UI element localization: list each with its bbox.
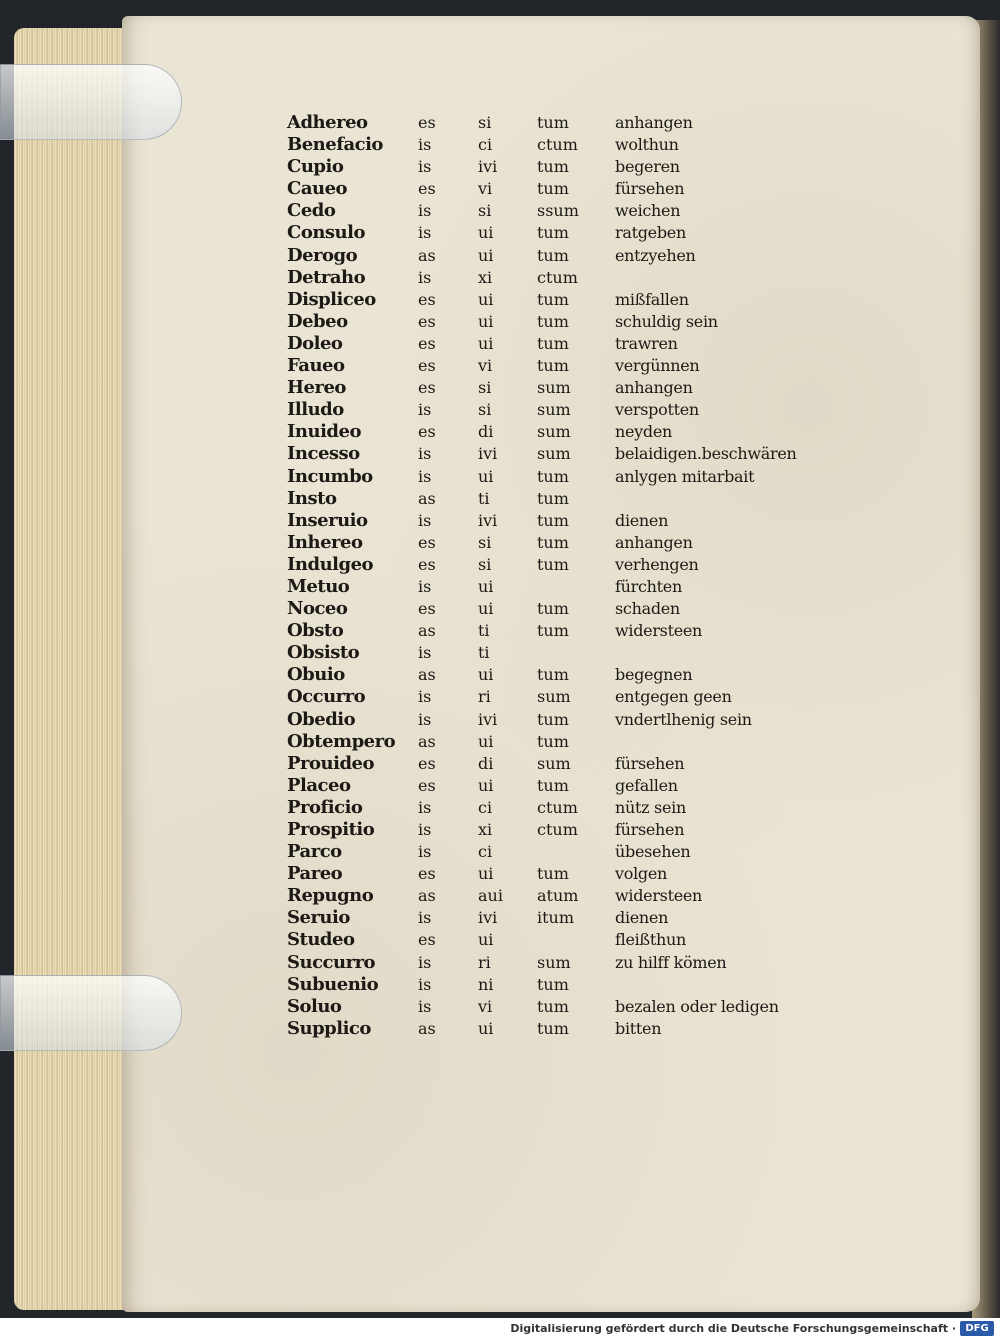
- perfect-ending: ivi: [478, 157, 498, 177]
- supine-ending: tum: [537, 356, 569, 376]
- german-translation: entzyehen: [615, 245, 696, 265]
- present-ending: is: [418, 797, 432, 817]
- supine-ending: tum: [537, 775, 569, 795]
- present-ending: is: [418, 974, 432, 994]
- perfect-ending: ui: [478, 245, 494, 265]
- supine-ending: tum: [537, 996, 569, 1016]
- supine-ending: tum: [537, 223, 569, 243]
- verb-word: Repugno: [287, 885, 374, 907]
- german-translation: verspotten: [615, 400, 699, 420]
- list-item: [287, 245, 847, 267]
- list-item: [287, 112, 847, 134]
- perfect-ending: vi: [478, 996, 493, 1016]
- verb-word: Doleo: [287, 332, 343, 354]
- german-translation: nütz sein: [615, 797, 686, 817]
- list-item: [287, 421, 847, 443]
- present-ending: is: [418, 135, 432, 155]
- supine-ending: ctum: [537, 820, 578, 839]
- perfect-ending: di: [478, 422, 494, 442]
- verb-word: Obuio: [287, 664, 345, 686]
- present-ending: is: [418, 400, 432, 420]
- perfect-ending: si: [478, 400, 492, 420]
- german-translation: anhangen: [615, 532, 693, 552]
- verb-word: Obsisto: [287, 642, 360, 664]
- supine-ending: tum: [537, 333, 569, 353]
- verb-list: [287, 112, 847, 1040]
- verb-word: Metuo: [287, 575, 350, 597]
- verb-word: Caueo: [287, 178, 348, 200]
- verb-word: Supplico: [287, 1017, 371, 1039]
- german-translation: übesehen: [615, 842, 691, 862]
- perfect-ending: aui: [478, 886, 503, 906]
- verb-word: Subuenio: [287, 973, 379, 995]
- german-translation: fürsehen: [615, 179, 685, 199]
- supine-ending: sum: [537, 422, 571, 442]
- perfect-ending: ti: [478, 488, 490, 508]
- german-translation: volgen: [615, 864, 668, 884]
- supine-ending: ctum: [537, 267, 578, 287]
- present-ending: es: [418, 333, 436, 353]
- present-ending: is: [418, 996, 432, 1016]
- present-ending: is: [418, 466, 432, 486]
- supine-ending: itum: [537, 908, 575, 928]
- list-item: [287, 863, 847, 885]
- list-item: [287, 134, 847, 156]
- footer: [0, 1318, 1000, 1340]
- present-ending: is: [418, 444, 432, 464]
- supine-ending: tum: [537, 157, 569, 177]
- german-translation: fleißthun: [615, 930, 686, 950]
- perfect-ending: ui: [478, 731, 494, 751]
- supine-ending: ctum: [537, 135, 578, 155]
- list-item: [287, 311, 847, 333]
- german-translation: vndertlhenig sein: [615, 709, 752, 729]
- supine-ending: tum: [537, 1018, 569, 1038]
- list-item: [287, 974, 847, 996]
- list-item: [287, 377, 847, 399]
- verb-word: Cupio: [287, 156, 344, 178]
- page-holder-clip-top: [0, 64, 182, 140]
- german-translation: belaidigen.beschwären: [615, 444, 797, 464]
- list-item: [287, 178, 847, 200]
- verb-word: Soluo: [287, 995, 342, 1017]
- list-item: [287, 709, 847, 731]
- list-item: [287, 333, 847, 355]
- supine-ending: tum: [537, 532, 569, 552]
- perfect-ending: ti: [478, 643, 490, 663]
- present-ending: as: [418, 621, 436, 641]
- supine-ending: tum: [537, 554, 569, 574]
- verb-word: Derogo: [287, 244, 358, 266]
- perfect-ending: si: [478, 554, 492, 574]
- present-ending: es: [418, 422, 436, 442]
- german-translation: fürsehen: [615, 753, 685, 773]
- present-ending: is: [418, 267, 432, 287]
- page-holder-clip-bottom: [0, 975, 182, 1051]
- present-ending: is: [418, 643, 432, 663]
- verb-word: Inuideo: [287, 421, 361, 443]
- verb-word: Obsto: [287, 620, 344, 642]
- german-translation: bitten: [615, 1018, 662, 1038]
- present-ending: es: [418, 930, 436, 950]
- present-ending: es: [418, 532, 436, 552]
- german-translation: dienen: [615, 510, 669, 530]
- supine-ending: ssum: [537, 201, 579, 221]
- page-edges: [14, 28, 132, 1310]
- list-item: [287, 355, 847, 377]
- present-ending: is: [418, 201, 432, 221]
- german-translation: zu hilff kömen: [615, 952, 727, 972]
- present-ending: es: [418, 753, 436, 773]
- supine-ending: tum: [537, 621, 569, 641]
- supine-ending: tum: [537, 179, 569, 199]
- perfect-ending: ui: [478, 930, 494, 950]
- present-ending: is: [418, 952, 432, 972]
- present-ending: is: [418, 223, 432, 243]
- list-item: [287, 510, 847, 532]
- list-item: [287, 488, 847, 510]
- footer-credit: Digitalisierung gefördert durch die Deutsche Forschungsgemeinschaft ·: [510, 1322, 956, 1335]
- list-item: [287, 200, 847, 222]
- verb-word: Consulo: [287, 222, 365, 244]
- german-translation: anlygen mitarbait: [615, 466, 755, 486]
- supine-ending: ctum: [537, 797, 578, 817]
- supine-ending: tum: [537, 311, 569, 331]
- verb-word: Inhereo: [287, 531, 363, 553]
- german-translation: weichen: [615, 201, 681, 221]
- verb-word: Prouideo: [287, 752, 374, 774]
- german-translation: mißfallen: [615, 289, 689, 309]
- perfect-ending: si: [478, 113, 492, 132]
- list-item: [287, 222, 847, 244]
- supine-ending: sum: [537, 753, 571, 773]
- list-item: [287, 797, 847, 819]
- german-translation: fürchten: [615, 576, 682, 596]
- supine-ending: sum: [537, 400, 571, 420]
- present-ending: as: [418, 1018, 436, 1038]
- perfect-ending: si: [478, 532, 492, 552]
- perfect-ending: ui: [478, 576, 494, 596]
- present-ending: es: [418, 179, 436, 199]
- german-translation: entgegen geen: [615, 687, 732, 707]
- list-item: [287, 885, 847, 907]
- verb-word: Displiceo: [287, 288, 376, 310]
- supine-ending: tum: [537, 864, 569, 884]
- list-item: [287, 753, 847, 775]
- perfect-ending: ci: [478, 842, 493, 862]
- present-ending: is: [418, 687, 432, 707]
- verb-word: Pareo: [287, 863, 343, 885]
- present-ending: es: [418, 356, 436, 376]
- list-item: [287, 466, 847, 488]
- perfect-ending: ri: [478, 687, 491, 707]
- german-translation: schuldig sein: [615, 311, 718, 331]
- german-translation: vergünnen: [615, 356, 700, 376]
- verb-word: Obtempero: [287, 730, 396, 752]
- perfect-ending: vi: [478, 356, 493, 376]
- verb-word: Parco: [287, 841, 342, 863]
- list-item: [287, 289, 847, 311]
- supine-ending: atum: [537, 886, 579, 906]
- list-item: [287, 775, 847, 797]
- present-ending: is: [418, 510, 432, 530]
- present-ending: es: [418, 113, 436, 132]
- german-translation: widersteen: [615, 621, 703, 641]
- present-ending: es: [418, 599, 436, 619]
- supine-ending: tum: [537, 488, 569, 508]
- supine-ending: sum: [537, 444, 571, 464]
- perfect-ending: ui: [478, 864, 494, 884]
- perfect-ending: ti: [478, 621, 490, 641]
- perfect-ending: ri: [478, 952, 491, 972]
- german-translation: bezalen oder ledigen: [615, 996, 779, 1016]
- german-translation: verhengen: [615, 554, 699, 574]
- present-ending: is: [418, 908, 432, 928]
- perfect-ending: ci: [478, 135, 493, 155]
- supine-ending: sum: [537, 378, 571, 398]
- german-translation: neyden: [615, 422, 673, 442]
- german-translation: widersteen: [615, 886, 703, 906]
- present-ending: is: [418, 842, 432, 862]
- present-ending: es: [418, 311, 436, 331]
- verb-word: Adhereo: [287, 112, 368, 133]
- present-ending: as: [418, 488, 436, 508]
- perfect-ending: si: [478, 201, 492, 221]
- list-item: [287, 841, 847, 863]
- supine-ending: tum: [537, 466, 569, 486]
- list-item: [287, 996, 847, 1018]
- present-ending: es: [418, 554, 436, 574]
- present-ending: as: [418, 245, 436, 265]
- present-ending: as: [418, 886, 436, 906]
- supine-ending: tum: [537, 974, 569, 994]
- verb-word: Inseruio: [287, 509, 368, 531]
- supine-ending: sum: [537, 952, 571, 972]
- verb-word: Hereo: [287, 377, 346, 399]
- supine-ending: tum: [537, 245, 569, 265]
- verb-word: Incumbo: [287, 465, 373, 487]
- verb-word: Insto: [287, 487, 337, 509]
- verb-word: Cedo: [287, 200, 336, 222]
- german-translation: gefallen: [615, 775, 678, 795]
- verb-word: Prospitio: [287, 819, 375, 840]
- supine-ending: tum: [537, 665, 569, 685]
- perfect-ending: xi: [478, 267, 493, 287]
- german-translation: anhangen: [615, 378, 693, 398]
- verb-word: Obedio: [287, 708, 356, 730]
- perfect-ending: ui: [478, 466, 494, 486]
- german-translation: anhangen: [615, 113, 693, 132]
- german-translation: ratgeben: [615, 223, 686, 243]
- list-item: [287, 1018, 847, 1040]
- list-item: [287, 686, 847, 708]
- supine-ending: tum: [537, 599, 569, 619]
- perfect-ending: ui: [478, 599, 494, 619]
- list-item: [287, 642, 847, 664]
- list-item: [287, 267, 847, 289]
- german-translation: fürsehen: [615, 820, 685, 839]
- verb-word: Benefacio: [287, 134, 383, 156]
- dfg-logo: DFG: [960, 1321, 994, 1336]
- present-ending: is: [418, 157, 432, 177]
- perfect-ending: ui: [478, 311, 494, 331]
- verb-word: Faueo: [287, 355, 345, 377]
- german-translation: wolthun: [615, 135, 679, 155]
- present-ending: as: [418, 665, 436, 685]
- verb-word: Studeo: [287, 929, 355, 951]
- perfect-ending: ui: [478, 665, 494, 685]
- german-translation: begegnen: [615, 665, 693, 685]
- list-item: [287, 731, 847, 753]
- perfect-ending: ci: [478, 797, 493, 817]
- verb-word: Illudo: [287, 399, 344, 421]
- list-item: [287, 598, 847, 620]
- present-ending: is: [418, 576, 432, 596]
- verb-word: Indulgeo: [287, 553, 374, 575]
- perfect-ending: ui: [478, 333, 494, 353]
- verb-word: Detraho: [287, 266, 366, 288]
- list-item: [287, 554, 847, 576]
- present-ending: as: [418, 731, 436, 751]
- german-translation: begeren: [615, 157, 680, 177]
- supine-ending: tum: [537, 113, 569, 132]
- list-item: [287, 907, 847, 929]
- list-item: [287, 156, 847, 178]
- verb-word: Seruio: [287, 907, 350, 929]
- list-item: [287, 532, 847, 554]
- present-ending: is: [418, 709, 432, 729]
- present-ending: es: [418, 378, 436, 398]
- perfect-ending: di: [478, 753, 494, 773]
- perfect-ending: si: [478, 378, 492, 398]
- supine-ending: tum: [537, 731, 569, 751]
- verb-word: Incesso: [287, 443, 360, 465]
- supine-ending: sum: [537, 687, 571, 707]
- supine-ending: tum: [537, 289, 569, 309]
- perfect-ending: ni: [478, 974, 494, 994]
- perfect-ending: ivi: [478, 908, 498, 928]
- supine-ending: tum: [537, 709, 569, 729]
- perfect-ending: ivi: [478, 709, 498, 729]
- german-translation: trawren: [615, 333, 678, 353]
- perfect-ending: xi: [478, 820, 493, 839]
- present-ending: is: [418, 820, 432, 839]
- perfect-ending: ui: [478, 223, 494, 243]
- present-ending: es: [418, 864, 436, 884]
- perfect-ending: vi: [478, 179, 493, 199]
- list-item: [287, 620, 847, 642]
- verb-word: Debeo: [287, 310, 348, 332]
- present-ending: es: [418, 289, 436, 309]
- list-item: [287, 399, 847, 421]
- german-translation: dienen: [615, 908, 669, 928]
- list-item: [287, 576, 847, 598]
- list-item: [287, 952, 847, 974]
- perfect-ending: ui: [478, 289, 494, 309]
- verb-word: Placeo: [287, 774, 351, 796]
- verb-word: Proficio: [287, 796, 363, 818]
- supine-ending: tum: [537, 510, 569, 530]
- list-item: [287, 819, 847, 841]
- list-item: [287, 664, 847, 686]
- perfect-ending: ivi: [478, 510, 498, 530]
- perfect-ending: ivi: [478, 444, 498, 464]
- german-translation: schaden: [615, 599, 680, 619]
- perfect-ending: ui: [478, 775, 494, 795]
- verb-word: Occurro: [287, 686, 366, 708]
- verb-word: Noceo: [287, 598, 348, 620]
- verb-word: Succurro: [287, 951, 376, 973]
- list-item: [287, 443, 847, 465]
- list-item: [287, 929, 847, 951]
- present-ending: es: [418, 775, 436, 795]
- perfect-ending: ui: [478, 1018, 494, 1038]
